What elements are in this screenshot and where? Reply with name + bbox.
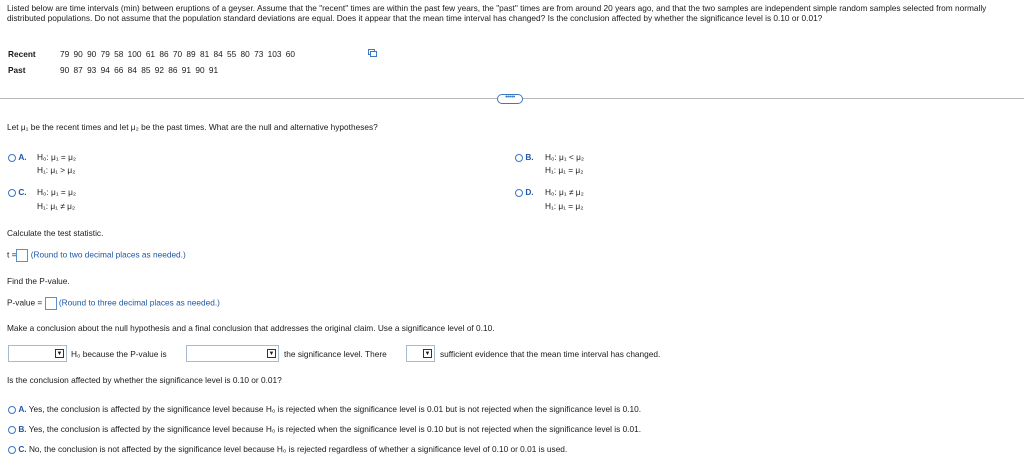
option-a-letter: A. — [18, 152, 27, 162]
option-c-h0: H₀: μ₁ = μ₂ — [37, 187, 77, 197]
radio-b[interactable] — [515, 154, 523, 162]
option-b-letter: B. — [18, 424, 27, 434]
option-b-h0: H₀: μ₁ < μ₂ — [545, 152, 585, 162]
p-hint: (Round to three decimal places as needed.) — [58, 297, 220, 308]
option-c-hypotheses[interactable] — [8, 187, 27, 197]
calc-test-statistic-label: Calculate the test statistic. — [7, 228, 104, 238]
option-b-hypotheses[interactable] — [515, 152, 534, 162]
t-row — [7, 249, 186, 262]
option-c-text: No, the conclusion is not affected by the significance level because H₀ is rejected regardless of whether a significance level of 0.10 or 0.01 is used. — [28, 444, 568, 454]
recent-label: Recent — [8, 49, 36, 59]
radio-b[interactable] — [8, 426, 16, 434]
option-a-h0: H₀: μ₁ = μ₂ — [37, 152, 77, 162]
past-label: Past — [8, 65, 26, 75]
radio-d[interactable] — [515, 189, 523, 197]
radio-c[interactable] — [8, 189, 16, 197]
conclusion-text-3: sufficient evidence that the mean time interval has changed. — [440, 349, 661, 359]
conclusion-prompt: Make a conclusion about the null hypothesis and a final conclusion that addresses the original claim. Use a significance level of 0.10. — [7, 323, 495, 333]
option-a-h1: H₁: μ₁ > μ₂ — [37, 165, 76, 175]
option-d-h0: H₀: μ₁ ≠ μ₂ — [545, 187, 584, 197]
option-d-letter: D. — [525, 187, 534, 197]
option-c-h1: H₁: μ₁ ≠ μ₂ — [37, 201, 76, 211]
reject-decision-select[interactable] — [8, 345, 67, 362]
p-row — [7, 297, 220, 310]
recent-values: 79 90 90 79 58 100 61 86 70 89 81 84 55 80 73 103 60 — [60, 49, 295, 59]
radio-a[interactable] — [8, 406, 16, 414]
hypotheses-question: Let μ₁ be the recent times and let μ₂ be the past times. What are the null and alternative hypotheses? — [7, 122, 378, 132]
p-label: P-value = — [7, 297, 43, 308]
find-p-value-label: Find the P-value. — [7, 276, 70, 286]
option-b-text: Yes, the conclusion is affected by the significance level because H₀ is rejected when the significance level is 0.10 but is not rejected when the significance level is 0.01. — [28, 424, 642, 434]
past-values: 90 87 93 94 66 84 85 92 86 91 90 91 — [60, 65, 219, 75]
conclusion-text-2: the significance level. There — [284, 349, 387, 359]
chevron-down-icon: ▼ — [424, 351, 431, 357]
radio-a[interactable] — [8, 154, 16, 162]
option-a-hypotheses[interactable] — [8, 152, 27, 162]
evidence-select[interactable] — [406, 345, 435, 362]
significance-question: Is the conclusion affected by whether the significance level is 0.10 or 0.01? — [7, 375, 282, 385]
option-a-significance[interactable] — [8, 404, 641, 414]
option-b-significance[interactable] — [8, 424, 641, 434]
option-c-letter: C. — [18, 187, 27, 197]
radio-c[interactable] — [8, 446, 16, 454]
option-c-letter: C. — [18, 444, 27, 454]
t-input[interactable] — [16, 249, 28, 262]
option-c-significance[interactable] — [8, 444, 567, 454]
option-a-text: Yes, the conclusion is affected by the significance level because H₀ is rejected when the significance level is 0.01 but is not rejected when the significance level is 0.10. — [28, 404, 642, 414]
chevron-down-icon: ▼ — [56, 351, 63, 357]
p-value-input[interactable] — [45, 297, 57, 310]
chevron-down-icon: ▼ — [268, 351, 275, 357]
option-a-letter: A. — [18, 404, 27, 414]
expand-button[interactable]: ••••• — [497, 94, 523, 104]
t-label: t = — [7, 249, 17, 260]
option-d-hypotheses[interactable] — [515, 187, 534, 197]
option-b-h1: H₁: μ₁ = μ₂ — [545, 165, 584, 175]
problem-statement: Listed below are time intervals (min) between eruptions of a geyser. Assume that the "recent" times are within the past few years, the "past" times are from around 20 years ago, and that the two samples are independent simple random samples selected from normally distributed populations. Do not assume that the population standard deviations are equal. Does it appear that the mean time interval has changed? Is the conclusion affected by whether the significance level is 0.10 or 0.01? — [7, 3, 987, 24]
t-hint: (Round to two decimal places as needed.) — [30, 249, 186, 260]
option-d-h1: H₁: μ₁ = μ₂ — [545, 201, 584, 211]
copy-data-icon[interactable] — [368, 49, 377, 57]
conclusion-text-1: H₀ because the P-value is — [71, 349, 167, 359]
option-b-letter: B. — [525, 152, 534, 162]
comparison-select[interactable] — [186, 345, 279, 362]
